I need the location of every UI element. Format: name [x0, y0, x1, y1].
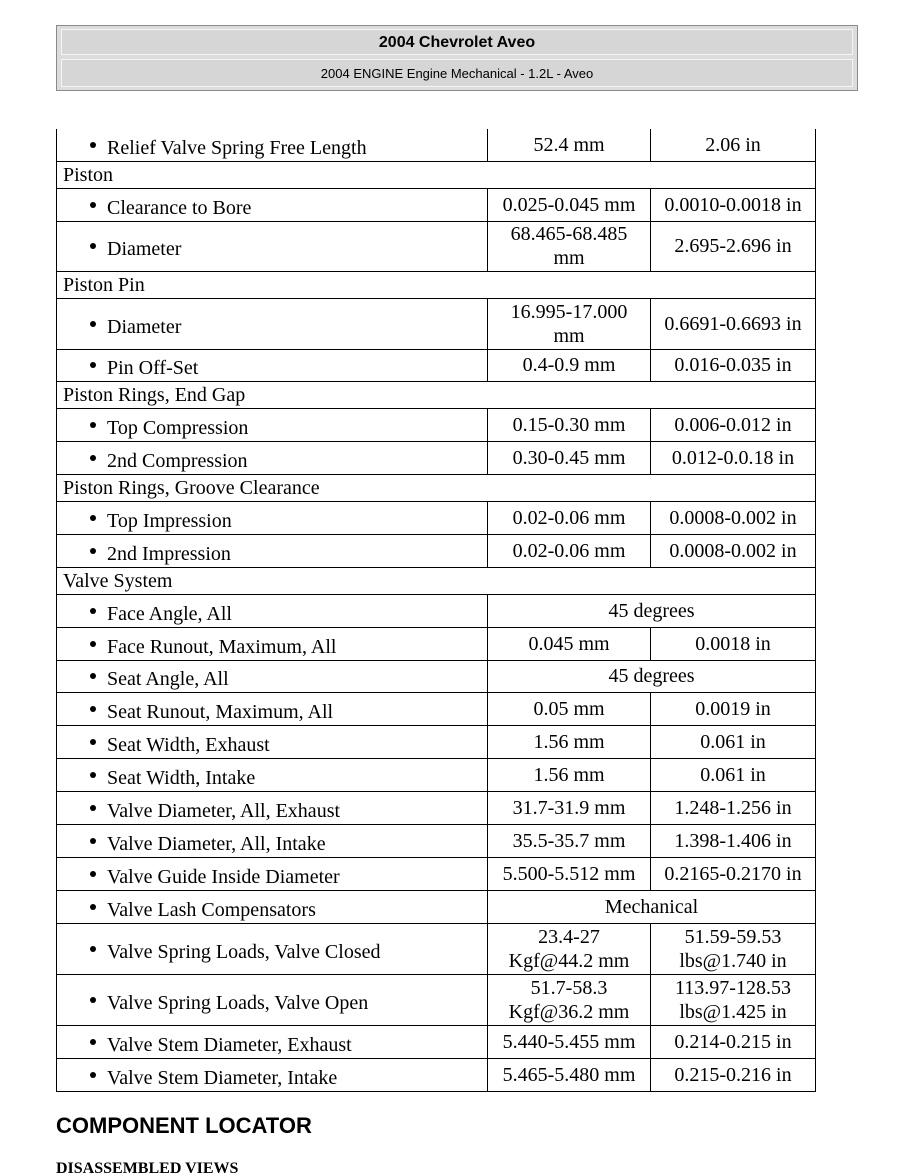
- imperial-value: 1.248-1.256 in: [651, 791, 816, 824]
- spec-label-cell: [57, 692, 488, 725]
- spec-label-cell: [57, 974, 488, 1025]
- table-row: [57, 441, 816, 474]
- bullet-icon: [90, 608, 96, 614]
- table-row: [57, 129, 816, 161]
- metric-value: 16.995-17.000 mm: [488, 298, 651, 349]
- metric-value: 0.045 mm: [488, 627, 651, 660]
- spec-label-cell: [57, 1058, 488, 1091]
- imperial-value: 0.0008-0.002 in: [651, 534, 816, 567]
- spec-label: Top Impression: [107, 509, 232, 532]
- spec-label-cell: [57, 890, 488, 923]
- bullet-icon: [90, 904, 96, 910]
- table-row: [57, 408, 816, 441]
- spec-label-cell: [57, 534, 488, 567]
- bullet-icon: [90, 997, 96, 1003]
- page-header: [56, 25, 858, 91]
- spec-label: Relief Valve Spring Free Length: [107, 136, 367, 159]
- table-row: [57, 660, 816, 692]
- bullet-icon: [90, 673, 96, 679]
- imperial-value: 0.016-0.035 in: [651, 349, 816, 381]
- spec-value: 45 degrees: [488, 660, 816, 692]
- spec-label: Diameter: [107, 315, 182, 338]
- bullet-icon: [90, 1039, 96, 1045]
- bullet-icon: [90, 1072, 96, 1078]
- spec-label: Pin Off-Set: [107, 357, 199, 379]
- bullet-icon: [90, 515, 96, 521]
- spec-label: 2nd Impression: [107, 542, 231, 565]
- table-row: [57, 594, 816, 627]
- metric-value: 0.15-0.30 mm: [488, 408, 651, 441]
- table-row: [57, 298, 816, 349]
- spec-label-cell: [57, 758, 488, 791]
- section-label: Piston: [57, 161, 816, 188]
- section-row: [57, 161, 816, 188]
- spec-label-cell: [57, 857, 488, 890]
- table-row: [57, 857, 816, 890]
- imperial-value: 0.0018 in: [651, 627, 816, 660]
- imperial-value: 113.97-128.53 lbs@1.425 in: [651, 974, 816, 1025]
- imperial-value: 1.398-1.406 in: [651, 824, 816, 857]
- table-row: [57, 791, 816, 824]
- metric-value: 0.4-0.9 mm: [488, 349, 651, 381]
- spec-label: Valve Lash Compensators: [107, 898, 316, 921]
- bullet-icon: [90, 243, 96, 249]
- imperial-value: 2.06 in: [651, 129, 816, 161]
- spec-label: 2nd Compression: [107, 449, 248, 472]
- metric-value: 1.56 mm: [488, 725, 651, 758]
- table-row: [57, 890, 816, 923]
- metric-value: 31.7-31.9 mm: [488, 791, 651, 824]
- spec-label: Seat Runout, Maximum, All: [107, 700, 334, 723]
- table-row: [57, 923, 816, 974]
- bullet-icon: [90, 946, 96, 952]
- spec-label: Valve Spring Loads, Valve Open: [107, 991, 369, 1014]
- bullet-icon: [90, 362, 96, 368]
- imperial-value: 0.215-0.216 in: [651, 1058, 816, 1091]
- metric-value: 5.465-5.480 mm: [488, 1058, 651, 1091]
- table-row: [57, 349, 816, 381]
- spec-label: Valve Stem Diameter, Exhaust: [107, 1033, 352, 1056]
- section-row: [57, 474, 816, 501]
- spec-label-cell: [57, 791, 488, 824]
- table-row: [57, 188, 816, 221]
- bullet-icon: [90, 739, 96, 745]
- imperial-value: 0.061 in: [651, 758, 816, 791]
- spec-label-cell: [57, 349, 488, 381]
- table-row: [57, 1058, 816, 1091]
- spec-label: Valve Guide Inside Diameter: [107, 865, 340, 888]
- spec-label-cell: [57, 501, 488, 534]
- bullet-icon: [90, 871, 96, 877]
- metric-value: 35.5-35.7 mm: [488, 824, 651, 857]
- imperial-value: 2.695-2.696 in: [651, 221, 816, 271]
- spec-label-cell: [57, 408, 488, 441]
- imperial-value: 0.6691-0.6693 in: [651, 298, 816, 349]
- metric-value: 0.30-0.45 mm: [488, 441, 651, 474]
- metric-value: 0.02-0.06 mm: [488, 501, 651, 534]
- section-row: [57, 381, 816, 408]
- metric-value: 0.02-0.06 mm: [488, 534, 651, 567]
- imperial-value: 51.59-59.53 lbs@1.740 in: [651, 923, 816, 974]
- spec-label: Clearance to Bore: [107, 196, 252, 219]
- section-row: [57, 567, 816, 594]
- table-row: [57, 758, 816, 791]
- bullet-icon: [90, 805, 96, 811]
- table-row: [57, 627, 816, 660]
- section-row: [57, 271, 816, 298]
- specifications-table: [56, 129, 816, 1092]
- metric-value: 68.465-68.485 mm: [488, 221, 651, 271]
- bullet-icon: [90, 706, 96, 712]
- bullet-icon: [90, 455, 96, 461]
- spec-label: Seat Width, Exhaust: [107, 733, 270, 756]
- table-row: [57, 1025, 816, 1058]
- imperial-value: 0.214-0.215 in: [651, 1025, 816, 1058]
- spec-label: Diameter: [107, 238, 182, 260]
- metric-value: 5.440-5.455 mm: [488, 1025, 651, 1058]
- spec-label-cell: [57, 1025, 488, 1058]
- spec-label: Valve Diameter, All, Exhaust: [107, 799, 341, 822]
- spec-label: Seat Angle, All: [107, 668, 229, 690]
- section-label: Piston Rings, Groove Clearance: [57, 474, 816, 501]
- section-label: Piston Rings, End Gap: [57, 381, 816, 408]
- spec-value: Mechanical: [488, 890, 816, 923]
- bullet-icon: [90, 142, 96, 148]
- component-locator-heading: COMPONENT LOCATOR: [56, 1113, 312, 1138]
- bullet-icon: [90, 641, 96, 647]
- spec-label-cell: [57, 188, 488, 221]
- metric-value: 5.500-5.512 mm: [488, 857, 651, 890]
- section-label: Valve System: [57, 567, 816, 594]
- metric-value: 0.025-0.045 mm: [488, 188, 651, 221]
- imperial-value: 0.0019 in: [651, 692, 816, 725]
- spec-label-cell: [57, 298, 488, 349]
- imperial-value: 0.061 in: [651, 725, 816, 758]
- metric-value: 52.4 mm: [488, 129, 651, 161]
- spec-label-cell: [57, 221, 488, 271]
- spec-value: 45 degrees: [488, 594, 816, 627]
- imperial-value: 0.0010-0.0018 in: [651, 188, 816, 221]
- imperial-value: 0.012-0.0.18 in: [651, 441, 816, 474]
- metric-value: 51.7-58.3 Kgf@36.2 mm: [488, 974, 651, 1025]
- spec-label: Valve Spring Loads, Valve Closed: [107, 940, 381, 963]
- spec-label: Valve Stem Diameter, Intake: [107, 1066, 338, 1089]
- spec-label: Face Angle, All: [107, 602, 232, 625]
- document-title: 2004 Chevrolet Aveo: [61, 29, 853, 55]
- metric-value: 23.4-27 Kgf@44.2 mm: [488, 923, 651, 974]
- document-subtitle: 2004 ENGINE Engine Mechanical - 1.2L - Aveo: [61, 59, 853, 87]
- imperial-value: 0.006-0.012 in: [651, 408, 816, 441]
- table-row: [57, 534, 816, 567]
- spec-label: Valve Diameter, All, Intake: [107, 832, 326, 855]
- section-label: Piston Pin: [57, 271, 816, 298]
- spec-label-cell: [57, 923, 488, 974]
- table-row: [57, 501, 816, 534]
- imperial-value: 0.0008-0.002 in: [651, 501, 816, 534]
- disassembled-views-heading: DISASSEMBLED VIEWS: [56, 1160, 239, 1176]
- spec-label: Face Runout, Maximum, All: [107, 635, 337, 658]
- spec-label-cell: [57, 660, 488, 692]
- spec-label-cell: [57, 725, 488, 758]
- metric-value: 1.56 mm: [488, 758, 651, 791]
- table-row: [57, 824, 816, 857]
- table-row: [57, 221, 816, 271]
- bullet-icon: [90, 422, 96, 428]
- table-row: [57, 725, 816, 758]
- spec-label-cell: [57, 129, 488, 161]
- spec-label: Top Compression: [107, 416, 249, 439]
- spec-label-cell: [57, 824, 488, 857]
- spec-label: Seat Width, Intake: [107, 766, 256, 789]
- metric-value: 0.05 mm: [488, 692, 651, 725]
- spec-label-cell: [57, 441, 488, 474]
- table-row: [57, 692, 816, 725]
- spec-label-cell: [57, 594, 488, 627]
- bullet-icon: [90, 772, 96, 778]
- imperial-value: 0.2165-0.2170 in: [651, 857, 816, 890]
- table-row: [57, 974, 816, 1025]
- bullet-icon: [90, 548, 96, 554]
- bullet-icon: [90, 321, 96, 327]
- bullet-icon: [90, 202, 96, 208]
- bullet-icon: [90, 838, 96, 844]
- spec-label-cell: [57, 627, 488, 660]
